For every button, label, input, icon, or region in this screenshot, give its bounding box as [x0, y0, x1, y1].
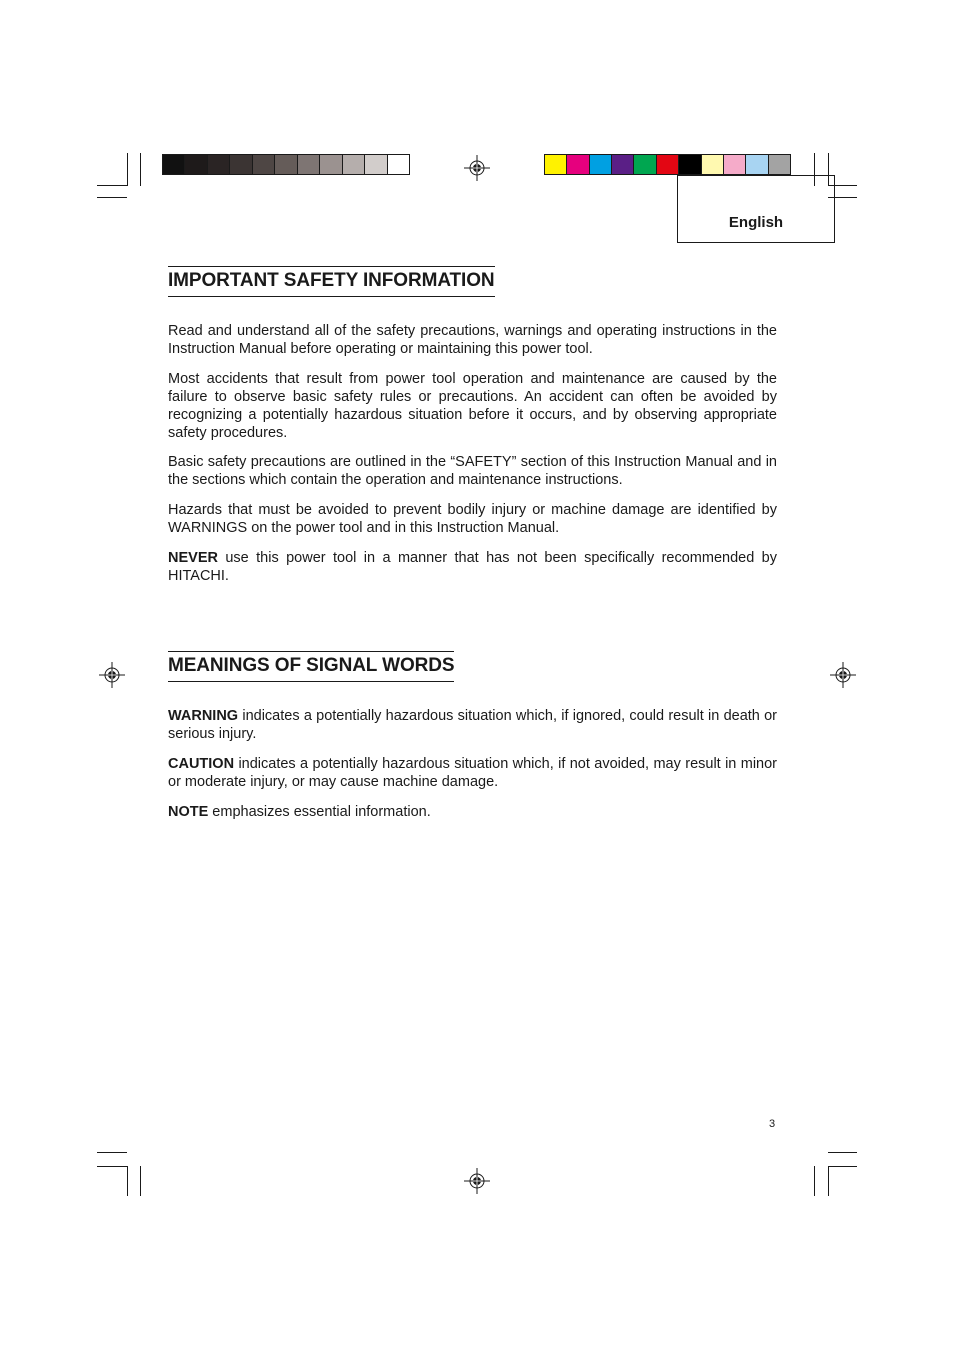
color-swatch [343, 155, 365, 174]
paragraph-note [168, 803, 777, 821]
paragraph-caution [168, 755, 777, 791]
color-swatch [746, 155, 768, 174]
color-swatch [388, 155, 409, 174]
caution-text: indicates a potentially hazardous situation which, if not avoided, may result in minor or moderate injury, or may cause machine damage. [168, 756, 777, 790]
crop-mark [828, 1152, 857, 1153]
section-heading-safety: IMPORTANT SAFETY INFORMATION [168, 266, 495, 297]
color-swatch [185, 155, 207, 174]
color-swatch [634, 155, 656, 174]
paragraph: Most accidents that result from power tool operation and maintenance are caused by the failure to observe basic safety rules or precautions. An accident can often be avoided by recognizing a potentially hazardous situation before it occurs, and by observing appropriate safety procedures. [168, 371, 777, 441]
color-swatch [545, 155, 567, 174]
registration-mark-icon [464, 155, 490, 181]
crop-mark [97, 197, 127, 198]
never-text: use this power tool in a manner that has not been specifically recommended by HITACHI. [168, 550, 777, 584]
paragraph: Hazards that must be avoided to prevent bodily injury or machine damage are identified by WARNINGS on the power tool and in this Instruction Manual. [168, 502, 777, 536]
paragraph-warning [168, 707, 777, 743]
color-swatch [275, 155, 297, 174]
crop-mark [127, 153, 128, 186]
color-swatch [320, 155, 342, 174]
crop-mark [140, 1166, 141, 1196]
crop-mark [97, 1152, 127, 1153]
crop-mark [127, 1166, 128, 1196]
warning-text: indicates a potentially hazardous situation which, if ignored, could result in death or serious injury. [168, 708, 777, 742]
registration-mark-icon [99, 662, 125, 688]
color-swatch [253, 155, 275, 174]
color-swatch [724, 155, 746, 174]
color-swatch [567, 155, 589, 174]
process-color-bar [544, 154, 791, 175]
grayscale-color-bar [162, 154, 410, 175]
color-swatch [365, 155, 387, 174]
registration-mark-icon [830, 662, 856, 688]
crop-mark [828, 1166, 829, 1196]
crop-mark [828, 1166, 857, 1167]
color-swatch [702, 155, 724, 174]
page-number: 3 [769, 1118, 776, 1130]
color-swatch [657, 155, 679, 174]
color-swatch [298, 155, 320, 174]
crop-mark [140, 153, 141, 186]
crop-mark [814, 1166, 815, 1196]
color-swatch [612, 155, 634, 174]
language-label: English [728, 214, 784, 231]
keyword-warning: WARNING [168, 708, 239, 724]
language-tab [677, 175, 835, 243]
note-text: emphasizes essential information. [208, 804, 431, 820]
paragraph: Read and understand all of the safety precautions, warnings and operating instructions in the Instruction Manual before operating or maintaining this power tool. [168, 323, 777, 357]
keyword-never: NEVER [168, 550, 218, 566]
crop-mark [97, 1166, 127, 1167]
paragraph-never [168, 549, 777, 585]
color-swatch [769, 155, 790, 174]
color-swatch [163, 155, 185, 174]
section-heading-signal-words: MEANINGS OF SIGNAL WORDS [168, 651, 454, 682]
keyword-note: NOTE [168, 804, 209, 820]
color-swatch [208, 155, 230, 174]
keyword-caution: CAUTION [168, 756, 235, 772]
registration-mark-icon [464, 1168, 490, 1194]
color-swatch [679, 155, 701, 174]
crop-mark [97, 185, 127, 186]
color-swatch [230, 155, 252, 174]
paragraph: Basic safety precautions are outlined in the “SAFETY” section of this Instruction Manual and in the sections which contain the operation and maintenance instructions. [168, 454, 777, 488]
color-swatch [590, 155, 612, 174]
